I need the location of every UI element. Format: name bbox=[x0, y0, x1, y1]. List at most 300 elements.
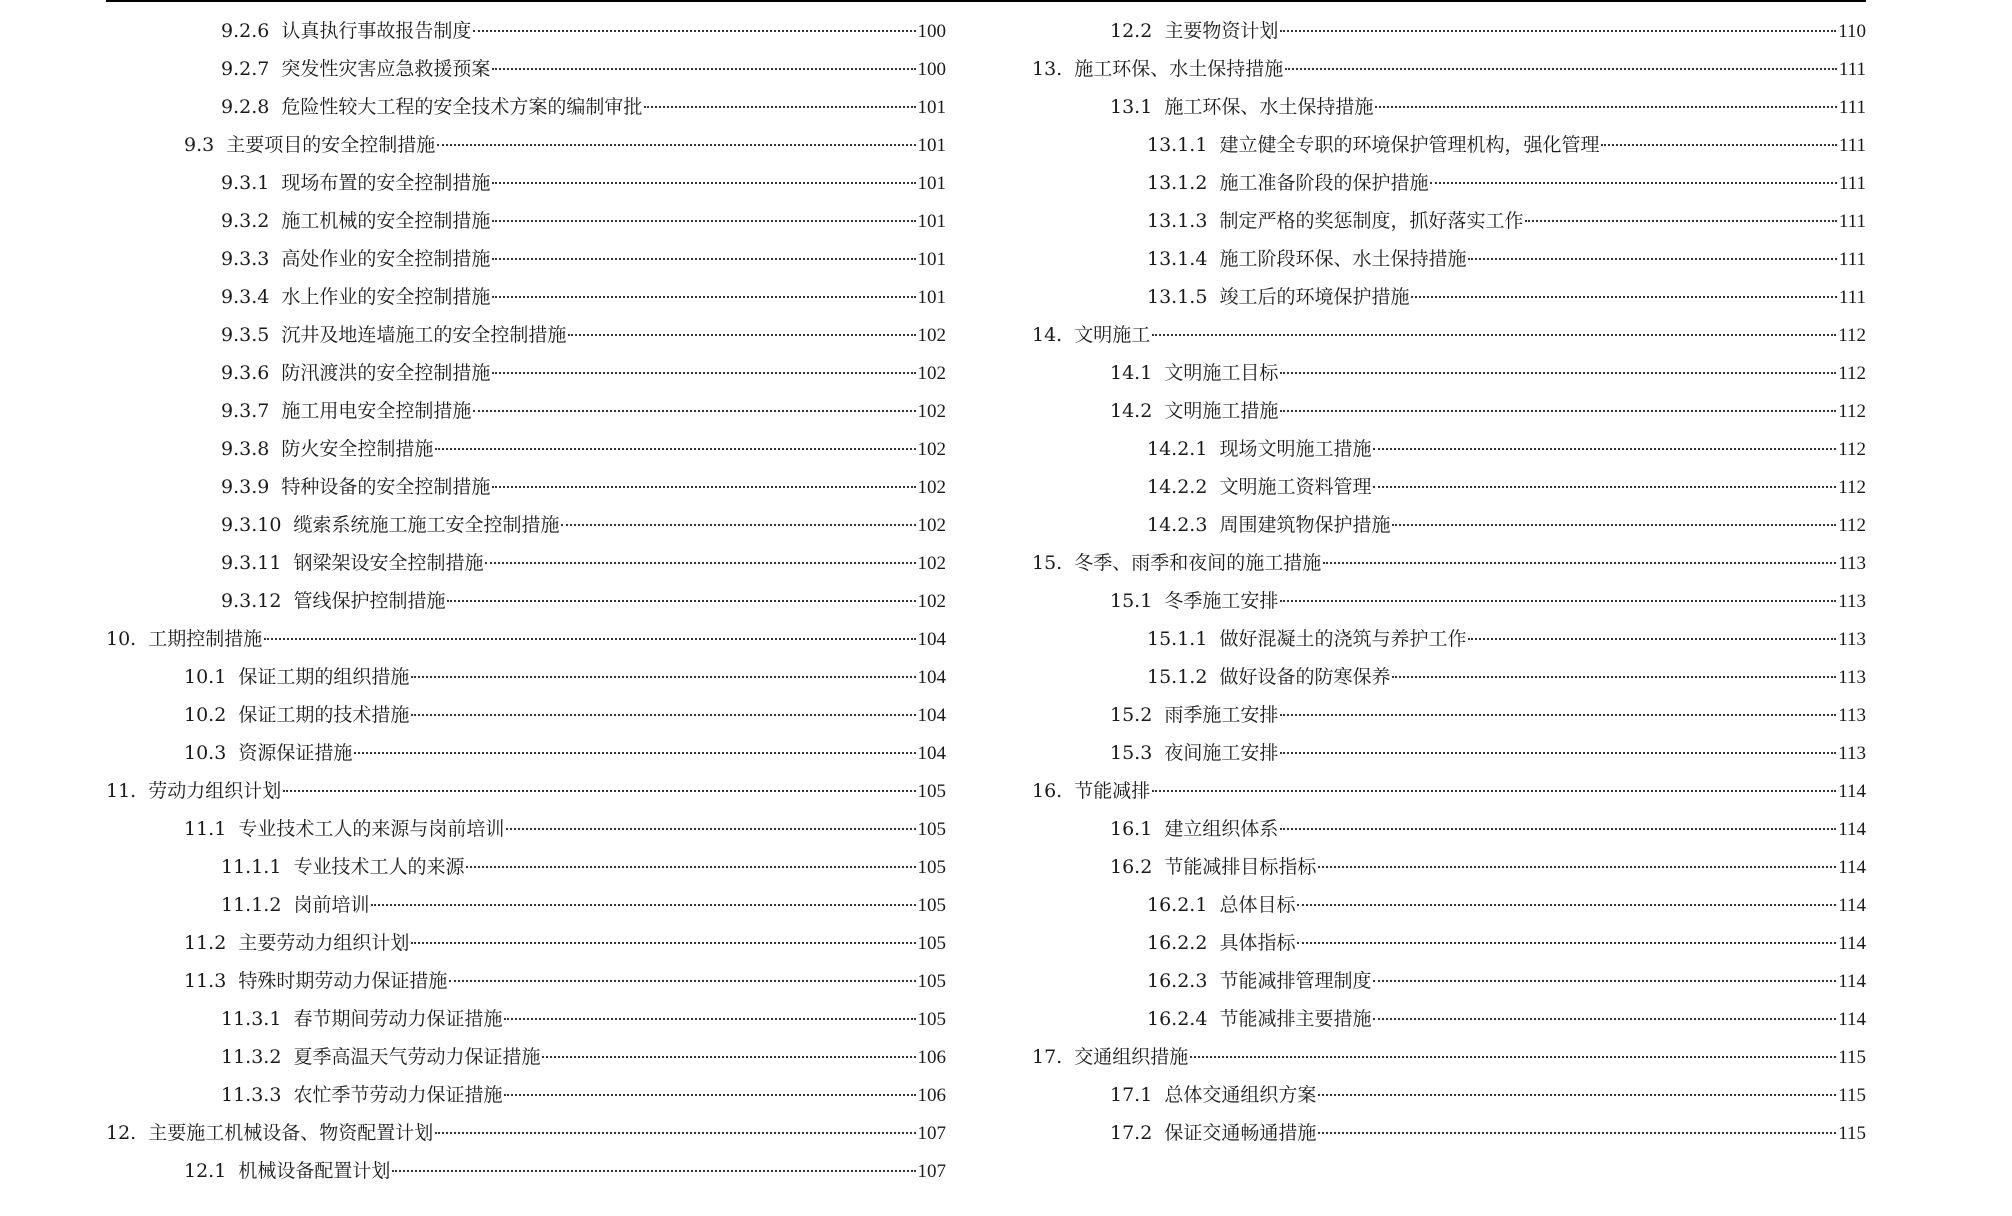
toc-entry-title: 施工环保、水土保持措施 bbox=[1164, 96, 1374, 118]
toc-entry-number: 10.3 bbox=[184, 742, 227, 764]
toc-entry-page: 105 bbox=[917, 781, 946, 802]
dot-leader bbox=[447, 600, 915, 602]
toc-entry-title: 冬季施工安排 bbox=[1164, 590, 1279, 612]
toc-entry[interactable] bbox=[106, 544, 946, 582]
toc-entry-title: 保证交通畅通措施 bbox=[1164, 1122, 1317, 1144]
toc-entry-page: 111 bbox=[1838, 59, 1866, 80]
dot-leader bbox=[1280, 752, 1836, 754]
toc-entry-number: 9.3.3 bbox=[221, 248, 270, 270]
toc-entry-title: 文明施工措施 bbox=[1164, 400, 1279, 422]
toc-entry[interactable] bbox=[1032, 392, 1866, 430]
toc-entry[interactable] bbox=[1032, 354, 1866, 392]
toc-entry-title: 做好混凝土的浇筑与养护工作 bbox=[1219, 628, 1467, 650]
toc-entry[interactable] bbox=[1032, 88, 1866, 126]
toc-entry-page: 115 bbox=[1838, 1085, 1866, 1106]
toc-entry[interactable] bbox=[106, 468, 946, 506]
dot-leader bbox=[354, 752, 915, 754]
toc-entry-number: 9.3.5 bbox=[221, 324, 270, 346]
dot-leader bbox=[1525, 220, 1836, 222]
dot-leader bbox=[1297, 904, 1836, 906]
toc-entry[interactable] bbox=[1032, 658, 1866, 696]
toc-entry-number: 9.3.2 bbox=[221, 210, 270, 232]
dot-leader bbox=[437, 144, 915, 146]
dot-leader bbox=[561, 524, 915, 526]
dot-leader bbox=[1373, 448, 1836, 450]
toc-entry-number: 9.3.7 bbox=[221, 400, 270, 422]
toc-entry-number: 14.2 bbox=[1110, 400, 1153, 422]
toc-entry[interactable] bbox=[106, 126, 946, 164]
toc-entry-title: 夏季高温天气劳动力保证措施 bbox=[293, 1046, 541, 1068]
toc-entry[interactable] bbox=[1032, 468, 1866, 506]
toc-entry-page: 102 bbox=[917, 325, 946, 346]
toc-entry-page: 113 bbox=[1838, 743, 1866, 764]
toc-entry-title: 节能减排主要措施 bbox=[1219, 1008, 1372, 1030]
toc-entry[interactable] bbox=[106, 848, 946, 886]
toc-entry-number: 14.2.3 bbox=[1147, 514, 1208, 536]
toc-entry-title: 钢梁架设安全控制措施 bbox=[293, 552, 484, 574]
toc-entry-number: 16. bbox=[1032, 780, 1063, 802]
toc-entry-page: 111 bbox=[1838, 287, 1866, 308]
dot-leader bbox=[411, 942, 915, 944]
toc-entry-page: 115 bbox=[1838, 1123, 1866, 1144]
toc-entry[interactable] bbox=[106, 316, 946, 354]
dot-leader bbox=[542, 1056, 915, 1058]
toc-entry-page: 107 bbox=[917, 1161, 946, 1182]
toc-entry-number: 13.1.5 bbox=[1147, 286, 1208, 308]
toc-entry-title: 制定严格的奖惩制度，抓好落实工作 bbox=[1219, 210, 1524, 232]
toc-entry-number: 9.3.6 bbox=[221, 362, 270, 384]
dot-leader bbox=[411, 714, 915, 716]
toc-entry-title: 主要施工机械设备、物资配置计划 bbox=[148, 1122, 434, 1144]
toc-entry-page: 105 bbox=[917, 1009, 946, 1030]
dot-leader bbox=[1601, 144, 1836, 146]
toc-entry-page: 110 bbox=[1838, 21, 1866, 42]
toc-entry-page: 107 bbox=[917, 1123, 946, 1144]
toc-entry-page: 106 bbox=[917, 1085, 946, 1106]
toc-entry-title: 现场布置的安全控制措施 bbox=[281, 172, 491, 194]
toc-entry-page: 104 bbox=[917, 629, 946, 650]
toc-entry[interactable] bbox=[106, 12, 946, 50]
toc-entry-title: 工期控制措施 bbox=[148, 628, 263, 650]
toc-entry-number: 15.1 bbox=[1110, 590, 1153, 612]
toc-entry-title: 缆索系统施工施工安全控制措施 bbox=[293, 514, 560, 536]
toc-entry[interactable] bbox=[1032, 240, 1866, 278]
dot-leader bbox=[1392, 524, 1836, 526]
toc-entry-page: 113 bbox=[1838, 629, 1866, 650]
toc-entry-page: 114 bbox=[1838, 895, 1866, 916]
dot-leader bbox=[492, 296, 915, 298]
dot-leader bbox=[568, 334, 915, 336]
dot-leader bbox=[504, 1018, 915, 1020]
toc-entry-page: 105 bbox=[917, 857, 946, 878]
toc-entry-title: 竣工后的环境保护措施 bbox=[1219, 286, 1410, 308]
toc-entry-number: 11.3 bbox=[184, 970, 227, 992]
dot-leader bbox=[644, 106, 915, 108]
toc-entry-page: 104 bbox=[917, 705, 946, 726]
toc-entry-page: 111 bbox=[1838, 211, 1866, 232]
toc-entry-number: 17. bbox=[1032, 1046, 1063, 1068]
toc-entry-page: 113 bbox=[1838, 705, 1866, 726]
dot-leader bbox=[1280, 410, 1836, 412]
dot-leader bbox=[492, 68, 915, 70]
top-rule bbox=[106, 0, 1866, 2]
toc-entry-title: 沉井及地连墙施工的安全控制措施 bbox=[281, 324, 567, 346]
toc-entry-page: 102 bbox=[917, 439, 946, 460]
toc-entry-title: 文明施工 bbox=[1074, 324, 1151, 346]
dot-leader bbox=[1318, 1094, 1836, 1096]
toc-entry-page: 101 bbox=[917, 97, 946, 118]
toc-entry[interactable] bbox=[106, 202, 946, 240]
dot-leader bbox=[283, 790, 915, 792]
toc-entry-page: 112 bbox=[1838, 325, 1866, 346]
toc-entry-page: 101 bbox=[917, 173, 946, 194]
dot-leader bbox=[411, 676, 915, 678]
dot-leader bbox=[473, 30, 915, 32]
toc-entry-page: 114 bbox=[1838, 971, 1866, 992]
dot-leader bbox=[1280, 30, 1836, 32]
dot-leader bbox=[449, 980, 915, 982]
toc-entry[interactable] bbox=[106, 354, 946, 392]
toc-entry-page: 102 bbox=[917, 401, 946, 422]
toc-entry[interactable] bbox=[1032, 696, 1866, 734]
dot-leader bbox=[1152, 790, 1836, 792]
toc-entry[interactable] bbox=[1032, 810, 1866, 848]
toc-entry[interactable] bbox=[1032, 278, 1866, 316]
dot-leader bbox=[492, 372, 915, 374]
toc-entry-number: 15. bbox=[1032, 552, 1063, 574]
toc-entry-title: 主要劳动力组织计划 bbox=[238, 932, 410, 954]
dot-leader bbox=[1152, 334, 1836, 336]
toc-entry-number: 10.1 bbox=[184, 666, 227, 688]
toc-entry[interactable] bbox=[106, 620, 946, 658]
toc-entry[interactable] bbox=[1032, 506, 1866, 544]
toc-entry-number: 11.3.1 bbox=[221, 1008, 282, 1030]
toc-entry-number: 9.3.12 bbox=[221, 590, 282, 612]
toc-entry-title: 认真执行事故报告制度 bbox=[281, 20, 472, 42]
toc-entry-title: 交通组织措施 bbox=[1074, 1046, 1189, 1068]
toc-entry[interactable] bbox=[1032, 544, 1866, 582]
toc-entry-page: 112 bbox=[1838, 363, 1866, 384]
toc-entry-title: 建立组织体系 bbox=[1164, 818, 1279, 840]
toc-entry[interactable] bbox=[1032, 734, 1866, 772]
toc-entry[interactable] bbox=[1032, 848, 1866, 886]
toc-entry-page: 102 bbox=[917, 553, 946, 574]
toc-entry-title: 文明施工目标 bbox=[1164, 362, 1279, 384]
dot-leader bbox=[1280, 714, 1836, 716]
toc-entry[interactable] bbox=[1032, 1000, 1866, 1038]
toc-entry-page: 101 bbox=[917, 287, 946, 308]
toc-entry-number: 12.1 bbox=[184, 1160, 227, 1182]
toc-entry[interactable] bbox=[1032, 962, 1866, 1000]
toc-entry-title: 现场文明施工措施 bbox=[1219, 438, 1372, 460]
toc-entry-page: 106 bbox=[917, 1047, 946, 1068]
toc-entry[interactable] bbox=[1032, 12, 1866, 50]
toc-entry-page: 105 bbox=[917, 971, 946, 992]
toc-entry-number: 12.2 bbox=[1110, 20, 1153, 42]
toc-entry-number: 15.1.2 bbox=[1147, 666, 1208, 688]
toc-entry-title: 机械设备配置计划 bbox=[238, 1160, 391, 1182]
toc-entry[interactable] bbox=[106, 582, 946, 620]
toc-entry-page: 111 bbox=[1838, 135, 1866, 156]
toc-entry-title: 施工阶段环保、水土保持措施 bbox=[1219, 248, 1467, 270]
toc-entry-number: 10. bbox=[106, 628, 137, 650]
toc-entry[interactable] bbox=[106, 1152, 946, 1190]
toc-entry-page: 111 bbox=[1838, 97, 1866, 118]
toc-entry-title: 专业技术工人的来源与岗前培训 bbox=[238, 818, 505, 840]
dot-leader bbox=[1373, 486, 1836, 488]
dot-leader bbox=[1323, 562, 1836, 564]
toc-entry[interactable] bbox=[106, 506, 946, 544]
toc-entry-title: 突发性灾害应急救援预案 bbox=[281, 58, 491, 80]
toc-entry-page: 112 bbox=[1838, 477, 1866, 498]
dot-leader bbox=[1375, 106, 1837, 108]
toc-column-right bbox=[1032, 12, 1866, 1152]
toc-entry[interactable] bbox=[106, 164, 946, 202]
toc-entry-number: 9.3 bbox=[184, 134, 215, 156]
toc-entry-title: 专业技术工人的来源 bbox=[293, 856, 465, 878]
toc-entry-page: 113 bbox=[1838, 667, 1866, 688]
toc-entry-title: 节能减排目标指标 bbox=[1164, 856, 1317, 878]
toc-entry[interactable] bbox=[106, 810, 946, 848]
toc-entry-title: 资源保证措施 bbox=[238, 742, 353, 764]
toc-entry[interactable] bbox=[106, 696, 946, 734]
toc-entry-number: 14.2.2 bbox=[1147, 476, 1208, 498]
toc-entry-page: 114 bbox=[1838, 1009, 1866, 1030]
toc-entry[interactable] bbox=[1032, 772, 1866, 810]
toc-entry[interactable] bbox=[1032, 430, 1866, 468]
toc-entry-title: 保证工期的组织措施 bbox=[238, 666, 410, 688]
toc-entry[interactable] bbox=[106, 734, 946, 772]
toc-entry[interactable] bbox=[106, 430, 946, 468]
toc-entry-page: 105 bbox=[917, 933, 946, 954]
toc-entry[interactable] bbox=[106, 1114, 946, 1152]
dot-leader bbox=[1430, 182, 1836, 184]
toc-entry[interactable] bbox=[106, 886, 946, 924]
dot-leader bbox=[492, 258, 915, 260]
toc-entry-number: 13.1.4 bbox=[1147, 248, 1208, 270]
dot-leader bbox=[1318, 1132, 1836, 1134]
toc-entry-page: 102 bbox=[917, 591, 946, 612]
toc-entry-number: 10.2 bbox=[184, 704, 227, 726]
toc-entry-title: 防汛渡洪的安全控制措施 bbox=[281, 362, 491, 384]
toc-entry-number: 17.1 bbox=[1110, 1084, 1153, 1106]
toc-entry-number: 17.2 bbox=[1110, 1122, 1153, 1144]
toc-entry-title: 周围建筑物保护措施 bbox=[1219, 514, 1391, 536]
toc-entry-title: 特殊时期劳动力保证措施 bbox=[238, 970, 448, 992]
toc-entry-page: 105 bbox=[917, 895, 946, 916]
toc-entry-page: 100 bbox=[917, 59, 946, 80]
toc-entry[interactable] bbox=[1032, 620, 1866, 658]
toc-entry-title: 水上作业的安全控制措施 bbox=[281, 286, 491, 308]
toc-entry[interactable] bbox=[1032, 202, 1866, 240]
toc-entry-title: 节能减排管理制度 bbox=[1219, 970, 1372, 992]
toc-entry-number: 15.3 bbox=[1110, 742, 1153, 764]
toc-entry-page: 113 bbox=[1838, 553, 1866, 574]
dot-leader bbox=[392, 1170, 915, 1172]
toc-entry-number: 13.1.1 bbox=[1147, 134, 1208, 156]
dot-leader bbox=[1373, 1018, 1836, 1020]
toc-entry-title: 施工环保、水土保持措施 bbox=[1074, 58, 1284, 80]
toc-entry-title: 做好设备的防寒保养 bbox=[1219, 666, 1391, 688]
toc-entry[interactable] bbox=[1032, 1038, 1866, 1076]
toc-entry-number: 16.2.1 bbox=[1147, 894, 1208, 916]
toc-entry[interactable] bbox=[106, 772, 946, 810]
toc-entry-number: 11.1.1 bbox=[221, 856, 282, 878]
toc-entry-page: 101 bbox=[917, 249, 946, 270]
toc-entry-page: 112 bbox=[1838, 401, 1866, 422]
toc-entry-page: 102 bbox=[917, 477, 946, 498]
toc-entry-title: 施工准备阶段的保护措施 bbox=[1219, 172, 1429, 194]
dot-leader bbox=[1285, 68, 1837, 70]
toc-entry-number: 13.1.3 bbox=[1147, 210, 1208, 232]
toc-entry[interactable] bbox=[1032, 164, 1866, 202]
dot-leader bbox=[1297, 942, 1836, 944]
toc-entry-title: 夜间施工安排 bbox=[1164, 742, 1279, 764]
toc-entry-page: 102 bbox=[917, 515, 946, 536]
dot-leader bbox=[435, 448, 915, 450]
toc-entry-title: 建立健全专职的环境保护管理机构，强化管理 bbox=[1219, 134, 1600, 156]
toc-entry-page: 104 bbox=[917, 667, 946, 688]
dot-leader bbox=[485, 562, 915, 564]
toc-entry-title: 岗前培训 bbox=[293, 894, 370, 916]
toc-entry[interactable] bbox=[106, 88, 946, 126]
dot-leader bbox=[492, 486, 915, 488]
toc-entry-title: 农忙季节劳动力保证措施 bbox=[293, 1084, 503, 1106]
toc-entry-number: 15.1.1 bbox=[1147, 628, 1208, 650]
toc-entry-title: 总体目标 bbox=[1219, 894, 1296, 916]
toc-entry-number: 9.3.10 bbox=[221, 514, 282, 536]
toc-entry-title: 防火安全控制措施 bbox=[281, 438, 434, 460]
toc-entry[interactable] bbox=[1032, 582, 1866, 620]
dot-leader bbox=[1373, 980, 1836, 982]
toc-entry[interactable] bbox=[106, 924, 946, 962]
dot-leader bbox=[473, 410, 915, 412]
toc-entry-number: 13.1 bbox=[1110, 96, 1153, 118]
toc-entry-page: 111 bbox=[1838, 249, 1866, 270]
dot-leader bbox=[1468, 258, 1836, 260]
toc-entry-number: 9.3.1 bbox=[221, 172, 270, 194]
toc-entry-number: 14.2.1 bbox=[1147, 438, 1208, 460]
toc-entry-number: 13.1.2 bbox=[1147, 172, 1208, 194]
toc-entry[interactable] bbox=[1032, 886, 1866, 924]
toc-entry-title: 主要项目的安全控制措施 bbox=[226, 134, 436, 156]
toc-entry-title: 节能减排 bbox=[1074, 780, 1151, 802]
toc-entry-title: 雨季施工安排 bbox=[1164, 704, 1279, 726]
toc-entry[interactable] bbox=[106, 278, 946, 316]
toc-entry-title: 春节期间劳动力保证措施 bbox=[293, 1008, 503, 1030]
toc-entry-number: 11.1 bbox=[184, 818, 227, 840]
toc-entry-number: 16.2 bbox=[1110, 856, 1153, 878]
toc-entry-page: 115 bbox=[1838, 1047, 1866, 1068]
toc-entry[interactable] bbox=[1032, 126, 1866, 164]
toc-entry[interactable] bbox=[1032, 1076, 1866, 1114]
toc-entry-number: 11.3.3 bbox=[221, 1084, 282, 1106]
toc-entry-page: 101 bbox=[917, 135, 946, 156]
dot-leader bbox=[1280, 828, 1836, 830]
toc-entry-number: 11.1.2 bbox=[221, 894, 282, 916]
toc-entry-title: 施工机械的安全控制措施 bbox=[281, 210, 491, 232]
toc-entry[interactable] bbox=[1032, 50, 1866, 88]
dot-leader bbox=[1411, 296, 1836, 298]
toc-entry[interactable] bbox=[106, 1076, 946, 1114]
toc-entry-page: 114 bbox=[1838, 857, 1866, 878]
toc-entry-page: 114 bbox=[1838, 781, 1866, 802]
dot-leader bbox=[435, 1132, 915, 1134]
toc-entry[interactable] bbox=[106, 962, 946, 1000]
toc-entry-page: 100 bbox=[917, 21, 946, 42]
toc-entry-number: 13. bbox=[1032, 58, 1063, 80]
toc-entry[interactable] bbox=[106, 50, 946, 88]
toc-entry-number: 14. bbox=[1032, 324, 1063, 346]
toc-entry-page: 112 bbox=[1838, 439, 1866, 460]
toc-entry-page: 102 bbox=[917, 363, 946, 384]
toc-entry[interactable] bbox=[106, 1038, 946, 1076]
toc-entry[interactable] bbox=[106, 1000, 946, 1038]
toc-entry-title: 劳动力组织计划 bbox=[148, 780, 282, 802]
dot-leader bbox=[466, 866, 915, 868]
toc-entry-number: 11.2 bbox=[184, 932, 227, 954]
dot-leader bbox=[371, 904, 915, 906]
toc-entry-number: 9.3.9 bbox=[221, 476, 270, 498]
toc-entry[interactable] bbox=[1032, 316, 1866, 354]
dot-leader bbox=[1280, 372, 1836, 374]
toc-entry-number: 9.3.8 bbox=[221, 438, 270, 460]
toc-entry-title: 具体指标 bbox=[1219, 932, 1296, 954]
toc-entry-number: 16.2.3 bbox=[1147, 970, 1208, 992]
toc-entry-number: 9.3.4 bbox=[221, 286, 270, 308]
toc-entry-page: 114 bbox=[1838, 819, 1866, 840]
toc-entry-number: 11. bbox=[106, 780, 137, 802]
toc-entry-page: 104 bbox=[917, 743, 946, 764]
dot-leader bbox=[504, 1094, 915, 1096]
dot-leader bbox=[492, 220, 915, 222]
toc-entry[interactable] bbox=[106, 658, 946, 696]
dot-leader bbox=[1190, 1056, 1836, 1058]
toc-column-left bbox=[106, 12, 946, 1190]
toc-entry-page: 101 bbox=[917, 211, 946, 232]
toc-entry-number: 16.1 bbox=[1110, 818, 1153, 840]
toc-entry-page: 112 bbox=[1838, 515, 1866, 536]
toc-entry[interactable] bbox=[106, 392, 946, 430]
toc-entry-number: 9.2.6 bbox=[221, 20, 270, 42]
toc-entry[interactable] bbox=[1032, 924, 1866, 962]
dot-leader bbox=[264, 638, 915, 640]
toc-entry-title: 总体交通组织方案 bbox=[1164, 1084, 1317, 1106]
toc-entry-number: 16.2.2 bbox=[1147, 932, 1208, 954]
toc-entry-number: 15.2 bbox=[1110, 704, 1153, 726]
toc-entry[interactable] bbox=[1032, 1114, 1866, 1152]
dot-leader bbox=[492, 182, 915, 184]
toc-entry-page: 111 bbox=[1838, 173, 1866, 194]
toc-entry[interactable] bbox=[106, 240, 946, 278]
toc-entry-title: 管线保护控制措施 bbox=[293, 590, 446, 612]
toc-entry-page: 105 bbox=[917, 819, 946, 840]
dot-leader bbox=[1318, 866, 1836, 868]
toc-entry-title: 高处作业的安全控制措施 bbox=[281, 248, 491, 270]
toc-entry-number: 16.2.4 bbox=[1147, 1008, 1208, 1030]
toc-entry-page: 113 bbox=[1838, 591, 1866, 612]
toc-entry-title: 保证工期的技术措施 bbox=[238, 704, 410, 726]
toc-entry-title: 施工用电安全控制措施 bbox=[281, 400, 472, 422]
toc-entry-number: 9.3.11 bbox=[221, 552, 282, 574]
toc-entry-number: 9.2.7 bbox=[221, 58, 270, 80]
toc-entry-title: 危险性较大工程的安全技术方案的编制审批 bbox=[281, 96, 643, 118]
toc-entry-number: 9.2.8 bbox=[221, 96, 270, 118]
dot-leader bbox=[506, 828, 915, 830]
toc-entry-page: 114 bbox=[1838, 933, 1866, 954]
toc-entry-title: 特种设备的安全控制措施 bbox=[281, 476, 491, 498]
dot-leader bbox=[1392, 676, 1836, 678]
